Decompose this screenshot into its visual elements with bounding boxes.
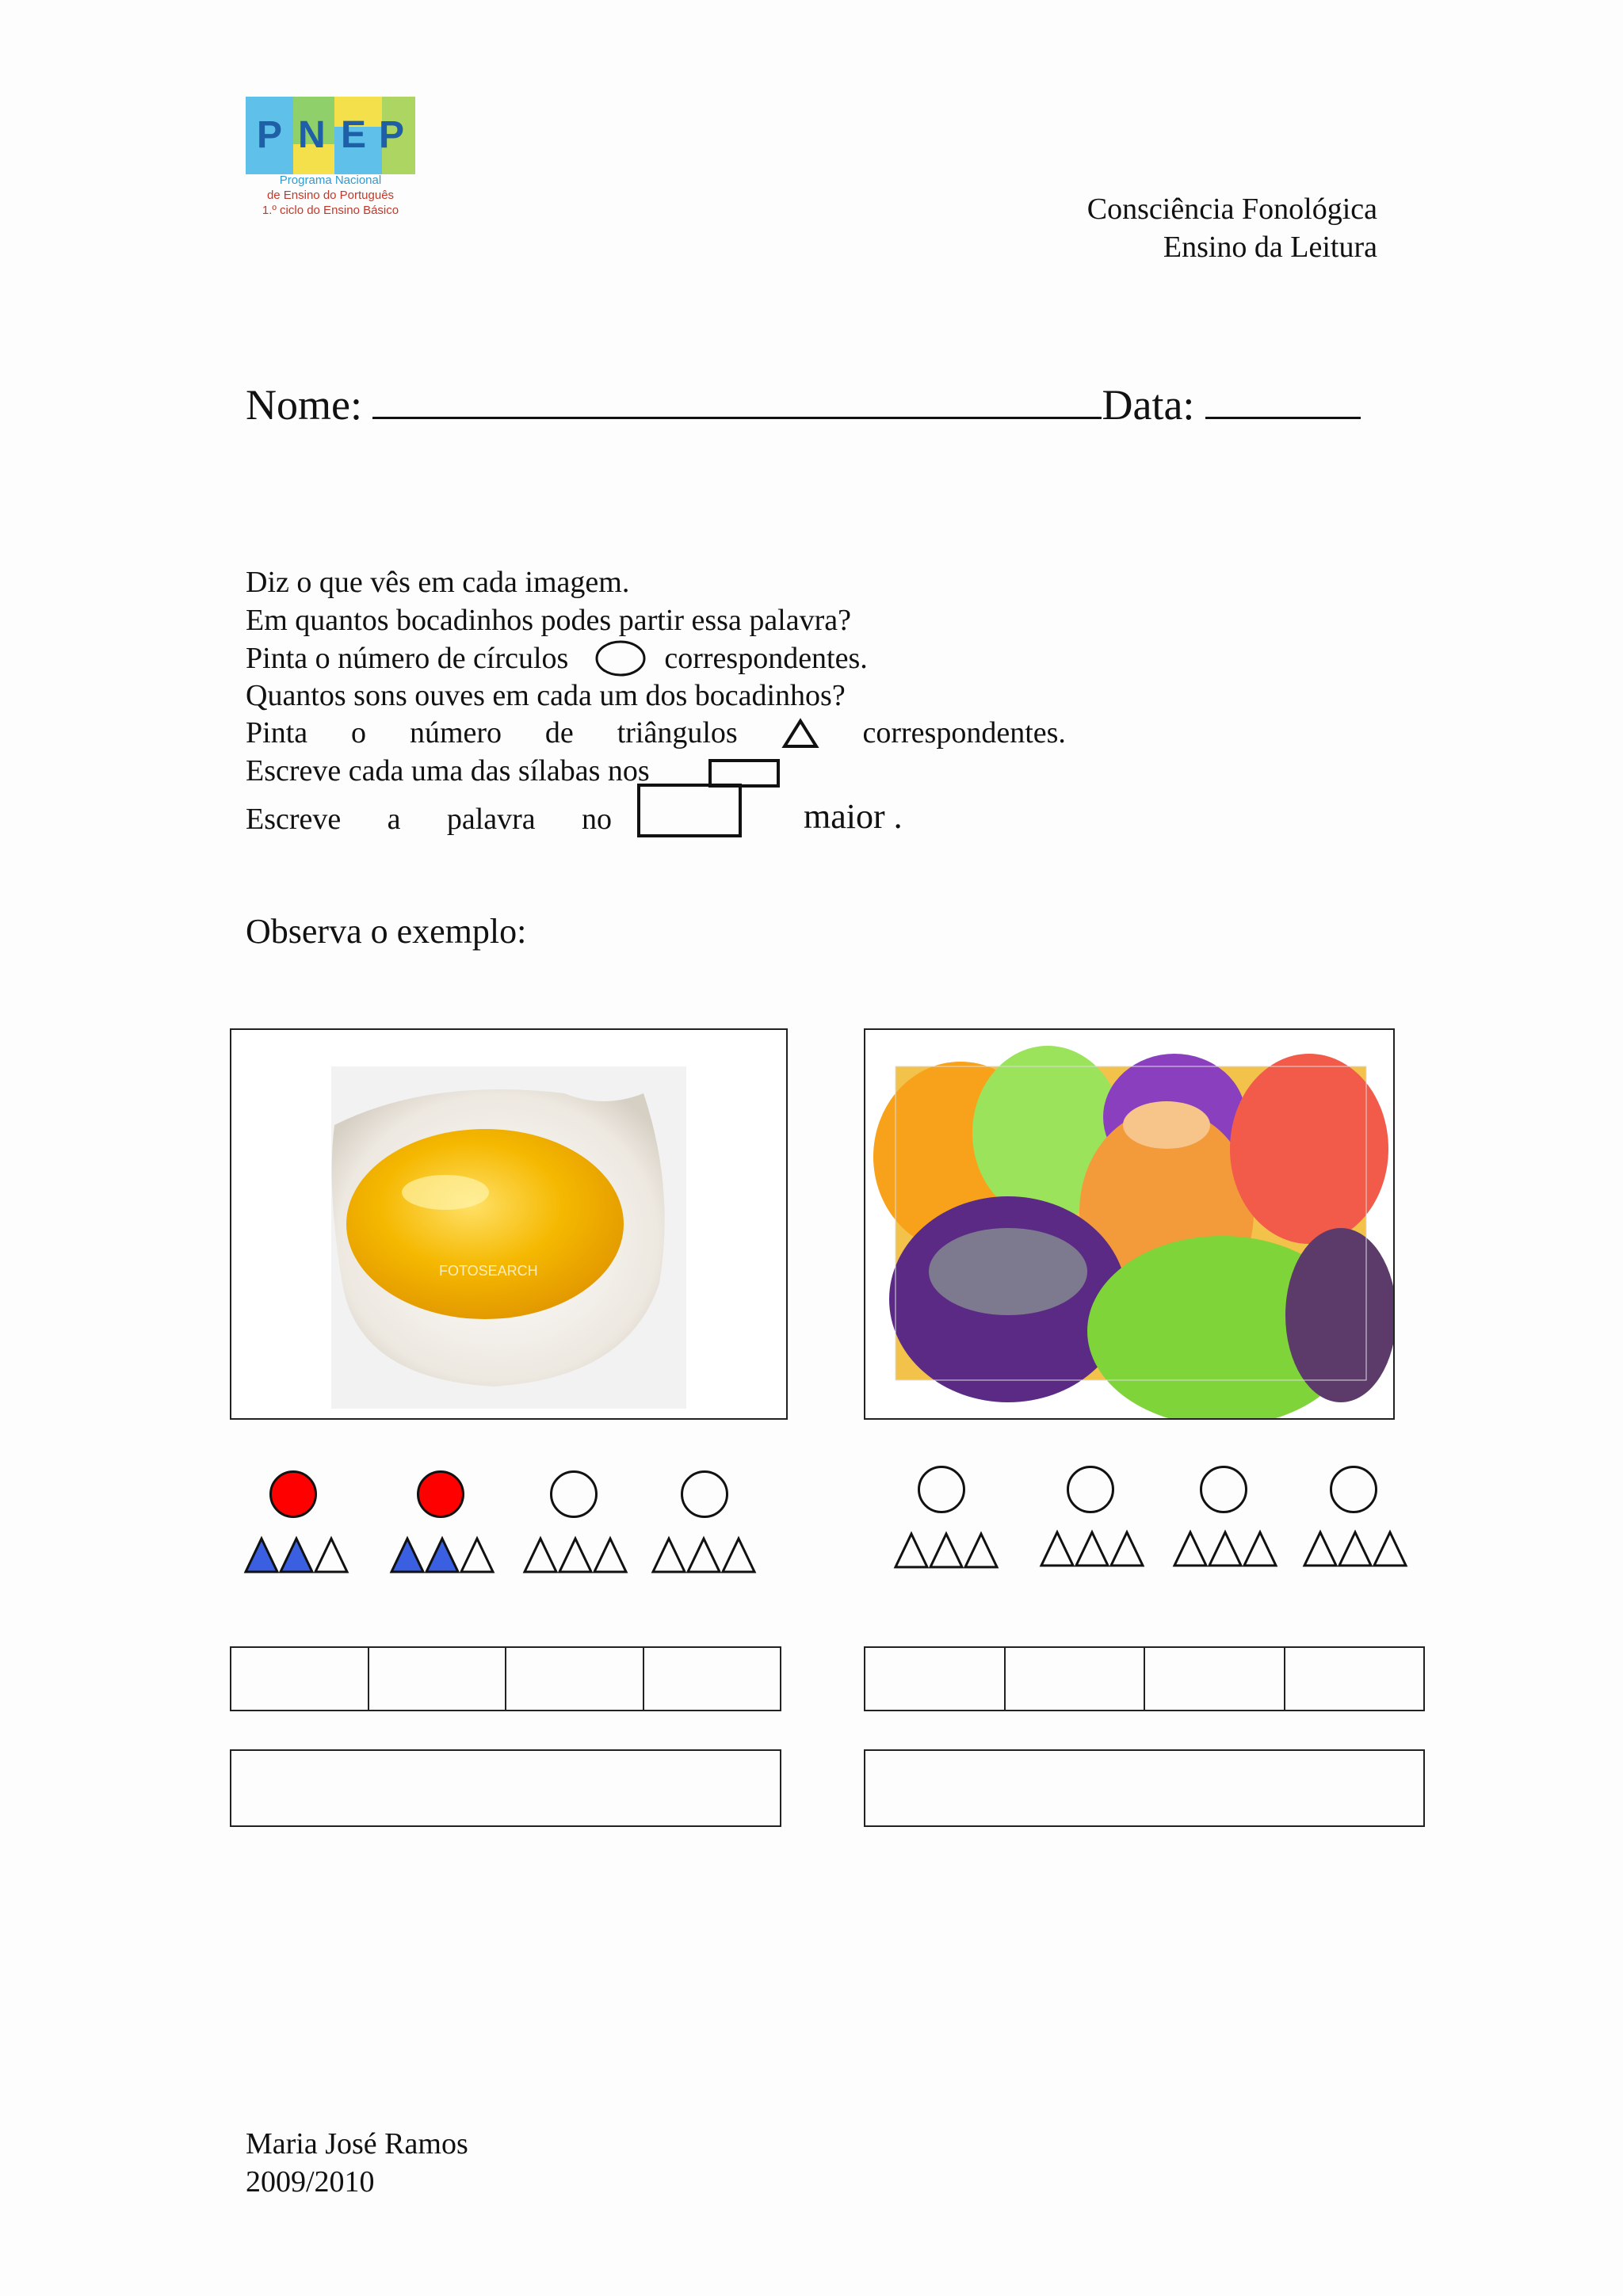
sound-triangle bbox=[896, 1534, 927, 1567]
instruction-word: a bbox=[387, 803, 401, 836]
sound-triangle bbox=[1244, 1532, 1276, 1566]
syllable-circle-filled[interactable] bbox=[417, 1470, 464, 1518]
syllable-circle[interactable] bbox=[550, 1470, 598, 1518]
instruction-word: triângulos bbox=[617, 716, 738, 749]
example-heading: Observa o exemplo: bbox=[246, 912, 527, 951]
sound-triangles-group[interactable] bbox=[650, 1535, 761, 1577]
sound-triangles-group[interactable] bbox=[242, 1535, 353, 1577]
pnep-logo bbox=[246, 97, 415, 174]
syllable-box[interactable] bbox=[369, 1648, 507, 1710]
sound-triangle-filled bbox=[246, 1539, 277, 1572]
sound-triangle bbox=[688, 1539, 720, 1572]
school-year: 2009/2010 bbox=[246, 2165, 375, 2199]
logo-caption-line1: Programa Nacional bbox=[279, 174, 382, 187]
sound-triangles-group[interactable] bbox=[388, 1535, 499, 1577]
sound-triangle bbox=[461, 1539, 493, 1572]
name-field[interactable] bbox=[372, 385, 1102, 419]
syllable-box[interactable] bbox=[644, 1648, 781, 1710]
sound-triangle bbox=[965, 1534, 997, 1567]
egg-yolk-picture bbox=[231, 1030, 786, 1418]
instruction-word: no bbox=[581, 803, 612, 836]
syllable-box[interactable] bbox=[1006, 1648, 1146, 1710]
instruction-line bbox=[246, 639, 1070, 677]
syllable-boxes-left bbox=[230, 1646, 781, 1711]
sound-triangle-filled bbox=[426, 1539, 458, 1572]
instruction-text: Pinta o número de círculos bbox=[246, 642, 569, 675]
picture-frame-jelly bbox=[864, 1028, 1395, 1420]
instructions bbox=[246, 564, 1070, 837]
instruction-word: o bbox=[351, 716, 367, 749]
instruction-word: Escreve bbox=[246, 803, 342, 836]
sound-triangle bbox=[1111, 1532, 1143, 1566]
header-subject: Consciência Fonológica bbox=[1086, 193, 1377, 226]
syllable-circle[interactable] bbox=[681, 1470, 728, 1518]
instruction-word: número bbox=[409, 716, 502, 749]
sound-triangle bbox=[1339, 1532, 1371, 1566]
large-box-icon bbox=[637, 784, 745, 841]
logo-letter-e: E bbox=[341, 114, 367, 156]
syllable-box[interactable] bbox=[506, 1648, 644, 1710]
sound-triangle bbox=[1209, 1532, 1241, 1566]
sound-triangle-filled bbox=[391, 1539, 423, 1572]
logo-letter-n: N bbox=[298, 114, 326, 156]
colorful-jellies-picture bbox=[865, 1030, 1393, 1418]
sound-triangles-group[interactable] bbox=[1038, 1529, 1149, 1570]
sound-triangles-group[interactable] bbox=[892, 1531, 1003, 1572]
logo-letter-p2: P bbox=[379, 114, 405, 156]
name-date-line bbox=[246, 380, 1361, 429]
syllable-boxes-right bbox=[864, 1646, 1425, 1711]
word-box-right[interactable] bbox=[864, 1749, 1425, 1827]
word-box-left[interactable] bbox=[230, 1749, 781, 1827]
logo-caption bbox=[242, 173, 418, 218]
date-field[interactable] bbox=[1205, 385, 1361, 419]
sound-triangles-group[interactable] bbox=[1301, 1529, 1412, 1570]
syllable-circle[interactable] bbox=[918, 1466, 965, 1513]
instruction-word: Pinta bbox=[246, 716, 308, 749]
syllable-box[interactable] bbox=[865, 1648, 1006, 1710]
instruction-word: palavra bbox=[446, 803, 536, 836]
logo-caption-line3: 1.º ciclo do Ensino Básico bbox=[262, 204, 399, 217]
syllable-circle[interactable] bbox=[1067, 1466, 1114, 1513]
document-header bbox=[1087, 190, 1377, 266]
syllable-circle-filled[interactable] bbox=[269, 1470, 317, 1518]
photo-watermark: FOTOSEARCH bbox=[439, 1263, 538, 1279]
logo-letter-p1: P bbox=[257, 114, 283, 156]
sound-triangle bbox=[723, 1539, 754, 1572]
sound-triangle bbox=[315, 1539, 347, 1572]
name-label: Nome: bbox=[246, 381, 362, 429]
instruction-text: correspondentes. bbox=[664, 642, 868, 675]
sound-triangle bbox=[1076, 1532, 1108, 1566]
circle-icon bbox=[594, 639, 649, 677]
instruction-line bbox=[246, 790, 1070, 837]
syllable-box[interactable] bbox=[1285, 1648, 1424, 1710]
syllable-box[interactable] bbox=[1145, 1648, 1285, 1710]
sound-triangle bbox=[653, 1539, 685, 1572]
picture-frame-egg bbox=[230, 1028, 788, 1420]
author-name: Maria José Ramos bbox=[246, 2127, 468, 2161]
instruction-word: correspondentes. bbox=[862, 716, 1066, 749]
instruction-text: Escreve cada uma das sílabas nos bbox=[246, 753, 650, 788]
instruction-line: Diz o que vês em cada imagem. bbox=[246, 566, 630, 599]
sound-triangles-group[interactable] bbox=[521, 1535, 632, 1577]
header-topic: Ensino da Leitura bbox=[1163, 231, 1377, 264]
instruction-line: Em quantos bocadinhos podes partir essa palavra? bbox=[246, 603, 851, 637]
sound-triangle bbox=[525, 1539, 556, 1572]
sound-triangle bbox=[1374, 1532, 1406, 1566]
instruction-line: Quantos sons ouves em cada um dos bocadinhos? bbox=[246, 678, 846, 712]
syllable-circle[interactable] bbox=[1200, 1466, 1247, 1513]
instruction-line bbox=[246, 715, 1066, 753]
sound-triangle bbox=[1174, 1532, 1206, 1566]
sound-triangle-filled bbox=[281, 1539, 312, 1572]
instruction-word: de bbox=[544, 716, 574, 749]
sound-triangle bbox=[559, 1539, 591, 1572]
footer bbox=[246, 2125, 468, 2201]
sound-triangle bbox=[930, 1534, 962, 1567]
instruction-word: maior . bbox=[804, 797, 903, 836]
logo-caption-line2: de Ensino do Português bbox=[266, 189, 395, 202]
triangle-icon bbox=[781, 718, 819, 749]
syllable-box[interactable] bbox=[231, 1648, 369, 1710]
date-label: Data: bbox=[1102, 381, 1195, 429]
sound-triangle bbox=[1304, 1532, 1336, 1566]
sound-triangle bbox=[594, 1539, 626, 1572]
syllable-circle[interactable] bbox=[1330, 1466, 1377, 1513]
sound-triangle bbox=[1041, 1532, 1073, 1566]
sound-triangles-group[interactable] bbox=[1171, 1529, 1282, 1570]
